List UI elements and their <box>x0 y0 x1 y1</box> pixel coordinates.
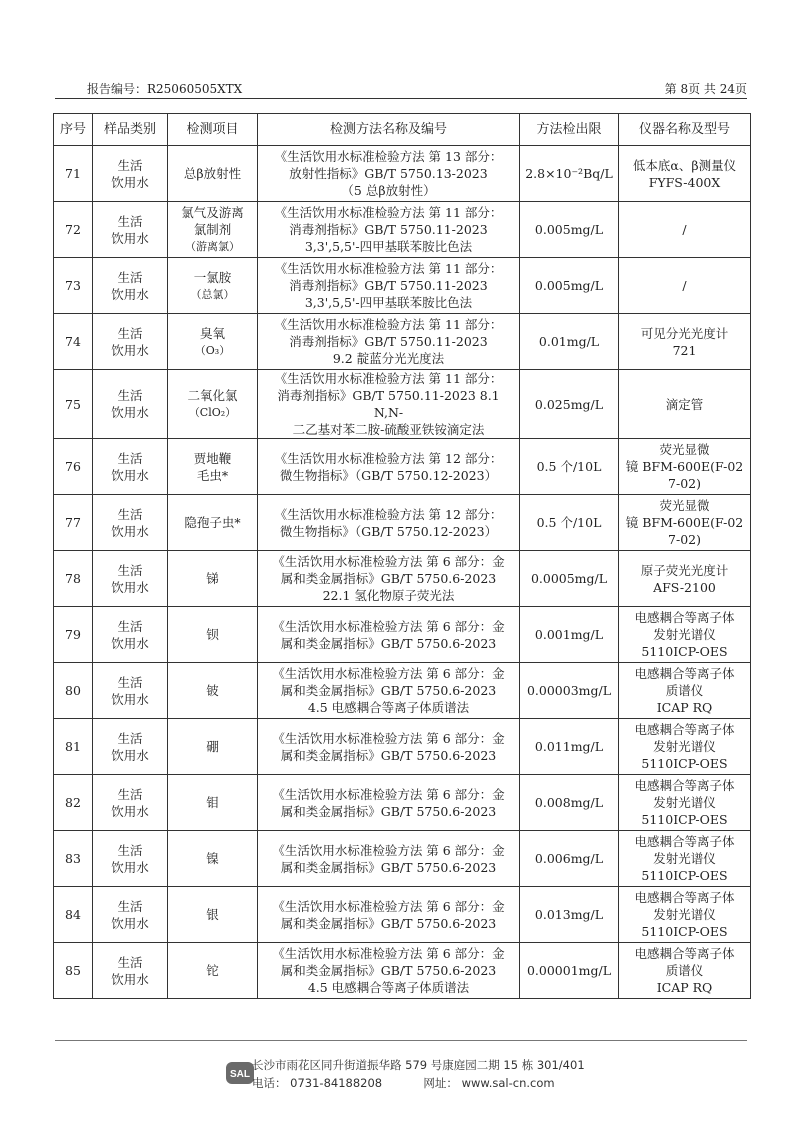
sample-category-line: 生活 <box>117 618 143 634</box>
test-method-line: 消毒剂指标》GB/T 5750.11-2023 8.1 N,N- <box>277 388 500 420</box>
instrument-line: 发射光谱仪 <box>653 907 716 922</box>
row-number-cell: 77 <box>54 495 93 551</box>
test-item-line: 总β放射性 <box>183 166 242 181</box>
instrument-line: 5110ICP-OES <box>641 812 728 827</box>
instrument-cell <box>619 551 751 607</box>
table-row <box>54 607 751 663</box>
instrument-cell <box>619 775 751 831</box>
detection-limit-cell: 0.013mg/L <box>520 887 619 943</box>
sample-category-line: 饮用水 <box>111 635 149 651</box>
sample-category-line: 生活 <box>117 157 143 173</box>
instrument-line: 镜 BFM-600E(F-02 <box>625 515 744 530</box>
test-item-line: （ClO₂） <box>188 406 237 419</box>
test-method-cell <box>258 258 520 314</box>
test-method-line: 消毒剂指标》GB/T 5750.11-2023 <box>289 222 488 237</box>
table-body <box>54 146 751 999</box>
sample-category-line: 饮用水 <box>111 915 149 931</box>
instrument-cell <box>619 887 751 943</box>
instrument-line: 质谱仪 <box>665 963 704 978</box>
test-item-line: 硼 <box>206 739 219 754</box>
test-item-line: （游离氯） <box>185 240 240 253</box>
column-header: 仪器名称及型号 <box>619 114 751 146</box>
sample-category-line: 饮用水 <box>111 342 149 358</box>
instrument-line: 5110ICP-OES <box>641 924 728 939</box>
test-item-cell <box>168 719 258 775</box>
sample-category-line: 生活 <box>117 269 143 285</box>
detection-limit-cell: 0.00003mg/L <box>520 663 619 719</box>
table-row <box>54 831 751 887</box>
table-row <box>54 943 751 999</box>
test-method-cell <box>258 663 520 719</box>
instrument-line: ICAP RQ <box>656 980 713 995</box>
column-header: 方法检出限 <box>520 114 619 146</box>
instrument-line: 电感耦合等离子体 <box>634 610 735 625</box>
report-number: 报告编号：R25060505XTX <box>87 82 243 96</box>
sample-category-line: 饮用水 <box>111 579 149 595</box>
sample-category-cell <box>93 495 168 551</box>
test-item-line: 铊 <box>206 963 219 978</box>
sample-category-cell <box>93 831 168 887</box>
detection-limit-cell: 0.005mg/L <box>520 202 619 258</box>
row-number-cell: 71 <box>54 146 93 202</box>
test-method-line: 消毒剂指标》GB/T 5750.11-2023 <box>289 334 488 349</box>
row-number-cell: 75 <box>54 370 93 439</box>
table-row <box>54 314 751 370</box>
table-row <box>54 439 751 495</box>
column-header: 检测项目 <box>168 114 258 146</box>
test-item-cell <box>168 370 258 439</box>
sample-category-line: 饮用水 <box>111 803 149 819</box>
detection-limit-cell: 0.025mg/L <box>520 370 619 439</box>
test-method-line: 《生活饮用水标准检验方法 第 11 部分： <box>274 261 503 276</box>
test-method-line: 属和类金属指标》GB/T 5750.6-2023 <box>280 683 497 698</box>
instrument-cell <box>619 439 751 495</box>
test-method-line: 放射性指标》GB/T 5750.13-2023 <box>289 166 488 181</box>
row-number-cell: 74 <box>54 314 93 370</box>
test-method-line: 属和类金属指标》GB/T 5750.6-2023 <box>280 859 497 875</box>
test-method-cell <box>258 146 520 202</box>
instrument-line: 7-02) <box>668 532 701 547</box>
test-method-line: 《生活饮用水标准检验方法 第 12 部分： <box>274 506 503 522</box>
sample-category-cell <box>93 314 168 370</box>
row-number-cell: 79 <box>54 607 93 663</box>
test-item-cell <box>168 607 258 663</box>
instrument-cell <box>619 831 751 887</box>
test-item-cell <box>168 663 258 719</box>
instrument-cell <box>619 607 751 663</box>
test-item-cell <box>168 943 258 999</box>
sample-category-line: 饮用水 <box>111 230 149 246</box>
sample-category-line: 饮用水 <box>111 174 149 190</box>
instrument-cell <box>619 314 751 370</box>
test-item-cell <box>168 887 258 943</box>
sample-category-line: 生活 <box>117 562 143 578</box>
detection-limit-cell: 0.01mg/L <box>520 314 619 370</box>
instrument-line: ICAP RQ <box>656 700 713 715</box>
instrument-line: AFS-2100 <box>653 579 716 595</box>
row-number-cell: 84 <box>54 887 93 943</box>
company-address: 长沙市雨花区同升街道振华路 579 号康庭园二期 15 栋 301/401 <box>252 1058 585 1072</box>
test-method-line: 属和类金属指标》GB/T 5750.6-2023 <box>280 571 497 586</box>
test-method-line: 微生物指标》（GB/T 5750.12-2023） <box>279 467 498 483</box>
sample-category-cell <box>93 719 168 775</box>
sample-category-cell <box>93 258 168 314</box>
sample-category-cell <box>93 146 168 202</box>
table-row <box>54 775 751 831</box>
table-header-row <box>54 114 751 146</box>
test-method-cell <box>258 775 520 831</box>
test-method-cell <box>258 719 520 775</box>
instrument-line: 荧光显微 <box>659 498 710 513</box>
sample-category-line: 生活 <box>117 325 143 341</box>
test-method-line: 22.1 氢化物原子荧光法 <box>322 588 455 603</box>
instrument-line: 原子荧光光度计 <box>640 562 729 578</box>
test-method-line: 《生活饮用水标准检验方法 第 6 部分：金 <box>272 554 505 569</box>
header-divider <box>55 98 747 99</box>
test-item-cell <box>168 775 258 831</box>
company-website: 网址： www.sal-cn.com <box>423 1076 555 1090</box>
instrument-line: 质谱仪 <box>665 683 704 698</box>
table-row <box>54 146 751 202</box>
detection-limit-cell: 0.011mg/L <box>520 719 619 775</box>
detection-limit-cell: 0.0005mg/L <box>520 551 619 607</box>
test-item-cell <box>168 314 258 370</box>
row-number-cell: 76 <box>54 439 93 495</box>
table-row <box>54 551 751 607</box>
sample-category-line: 生活 <box>117 213 143 229</box>
test-item-line: 隐孢子虫* <box>184 515 241 530</box>
test-method-line: （5 总β放射性） <box>341 183 436 198</box>
sample-category-line: 生活 <box>117 388 143 403</box>
footer-divider <box>55 1040 747 1041</box>
sal-logo-icon <box>225 1061 255 1085</box>
instrument-line: 电感耦合等离子体 <box>634 666 735 681</box>
logo-text: SAL <box>230 1069 250 1080</box>
instrument-cell <box>619 258 751 314</box>
sample-category-line: 饮用水 <box>111 523 149 539</box>
detection-limit-cell: 2.8×10⁻²Bq/L <box>520 146 619 202</box>
test-method-line: 二乙基对苯二胺-硫酸亚铁铵滴定法 <box>292 422 485 437</box>
instrument-line: 荧光显微 <box>659 442 710 457</box>
test-item-line: 毛虫* <box>196 467 229 483</box>
column-header: 序号 <box>54 114 93 146</box>
results-table <box>53 113 751 999</box>
test-method-line: 《生活饮用水标准检验方法 第 6 部分：金 <box>272 898 505 914</box>
test-item-line: 银 <box>206 907 219 922</box>
test-method-line: 《生活饮用水标准检验方法 第 6 部分：金 <box>272 666 505 681</box>
sample-category-line: 生活 <box>117 954 143 970</box>
page-info: 第 8页 共 24页 <box>664 82 747 96</box>
test-method-line: 4.5 电感耦合等离子体质谱法 <box>307 700 470 715</box>
table-row <box>54 663 751 719</box>
sample-category-cell <box>93 607 168 663</box>
instrument-cell <box>619 663 751 719</box>
instrument-line: 发射光谱仪 <box>653 851 716 866</box>
test-method-line: 《生活饮用水标准检验方法 第 6 部分：金 <box>272 946 505 961</box>
instrument-line: / <box>682 222 687 237</box>
test-method-line: 9.2 靛蓝分光光度法 <box>332 351 445 366</box>
instrument-cell <box>619 370 751 439</box>
instrument-line: 发射光谱仪 <box>653 627 716 642</box>
sample-category-line: 饮用水 <box>111 405 149 420</box>
test-method-cell <box>258 607 520 663</box>
sample-category-line: 饮用水 <box>111 747 149 763</box>
test-method-line: 《生活饮用水标准检验方法 第 6 部分：金 <box>272 786 505 802</box>
detection-limit-cell: 0.5 个/10L <box>520 495 619 551</box>
table-row <box>54 887 751 943</box>
sample-category-line: 饮用水 <box>111 971 149 987</box>
instrument-cell <box>619 943 751 999</box>
instrument-cell <box>619 719 751 775</box>
table-row <box>54 202 751 258</box>
test-item-line: （总氯） <box>190 287 235 301</box>
test-method-line: 《生活饮用水标准检验方法 第 12 部分： <box>274 450 503 466</box>
sample-category-cell <box>93 202 168 258</box>
row-number-cell: 82 <box>54 775 93 831</box>
test-method-cell <box>258 202 520 258</box>
test-item-cell <box>168 551 258 607</box>
test-method-cell <box>258 943 520 999</box>
detection-limit-cell: 0.005mg/L <box>520 258 619 314</box>
test-method-cell <box>258 831 520 887</box>
detection-limit-cell: 0.5 个/10L <box>520 439 619 495</box>
sample-category-line: 饮用水 <box>111 859 149 875</box>
row-number-cell: 72 <box>54 202 93 258</box>
test-method-line: 《生活饮用水标准检验方法 第 11 部分： <box>274 205 503 220</box>
test-method-line: 《生活饮用水标准检验方法 第 13 部分： <box>274 149 503 164</box>
test-method-cell <box>258 887 520 943</box>
test-method-line: 属和类金属指标》GB/T 5750.6-2023 <box>280 635 497 651</box>
company-phone: 电话： 0731-84188208 <box>252 1076 383 1090</box>
test-method-line: 《生活饮用水标准检验方法 第 11 部分： <box>274 317 503 332</box>
test-method-cell <box>258 439 520 495</box>
sample-category-cell <box>93 439 168 495</box>
instrument-line: 发射光谱仪 <box>653 795 716 810</box>
sample-category-line: 饮用水 <box>111 286 149 302</box>
test-item-line: 铍 <box>206 683 219 698</box>
sample-category-cell <box>93 887 168 943</box>
instrument-line: 滴定管 <box>665 396 704 412</box>
row-number-cell: 83 <box>54 831 93 887</box>
detection-limit-cell: 0.00001mg/L <box>520 943 619 999</box>
sample-category-line: 生活 <box>117 898 143 914</box>
table-row <box>54 719 751 775</box>
instrument-line: 电感耦合等离子体 <box>634 834 735 849</box>
sample-category-line: 生活 <box>117 842 143 858</box>
test-item-line: 镍 <box>206 851 219 866</box>
column-header: 样品类别 <box>93 114 168 146</box>
sample-category-line: 生活 <box>117 674 143 690</box>
test-item-line: （O₃） <box>194 343 231 357</box>
test-item-line: 臭氧 <box>199 325 225 341</box>
table-row <box>54 258 751 314</box>
page-header <box>87 80 747 97</box>
instrument-line: 5110ICP-OES <box>641 644 728 659</box>
column-header: 检测方法名称及编号 <box>258 114 520 146</box>
test-method-line: 《生活饮用水标准检验方法 第 6 部分：金 <box>272 730 505 746</box>
test-method-cell <box>258 551 520 607</box>
test-item-cell <box>168 439 258 495</box>
test-item-line: 氯气及游离 <box>181 205 244 220</box>
test-item-line: 二氧化氯 <box>187 388 238 403</box>
test-item-cell <box>168 146 258 202</box>
instrument-line: 低本底α、β测量仪 <box>632 157 737 173</box>
test-item-cell <box>168 495 258 551</box>
sample-category-line: 饮用水 <box>111 691 149 707</box>
sample-category-cell <box>93 551 168 607</box>
sample-category-cell <box>93 663 168 719</box>
instrument-line: FYFS-400X <box>648 174 721 190</box>
test-method-line: 属和类金属指标》GB/T 5750.6-2023 <box>280 803 497 819</box>
instrument-line: 电感耦合等离子体 <box>634 946 735 961</box>
test-item-line: 贾地鞭 <box>193 450 232 466</box>
row-number-cell: 78 <box>54 551 93 607</box>
test-item-cell <box>168 258 258 314</box>
instrument-line: 镜 BFM-600E(F-02 <box>625 459 744 474</box>
sample-category-line: 生活 <box>117 786 143 802</box>
instrument-line: 发射光谱仪 <box>653 739 716 754</box>
row-number-cell: 81 <box>54 719 93 775</box>
test-method-line: 属和类金属指标》GB/T 5750.6-2023 <box>280 915 497 931</box>
instrument-line: 电感耦合等离子体 <box>634 722 735 737</box>
test-method-line: 属和类金属指标》GB/T 5750.6-2023 <box>280 747 497 763</box>
test-method-line: 3,3',5,5'-四甲基联苯胺比色法 <box>304 239 473 254</box>
detection-limit-cell: 0.008mg/L <box>520 775 619 831</box>
row-number-cell: 73 <box>54 258 93 314</box>
detection-limit-cell: 0.006mg/L <box>520 831 619 887</box>
test-method-cell <box>258 314 520 370</box>
test-item-cell <box>168 831 258 887</box>
test-method-line: 属和类金属指标》GB/T 5750.6-2023 <box>280 963 497 978</box>
sample-category-cell <box>93 943 168 999</box>
sample-category-line: 生活 <box>117 506 143 522</box>
test-method-line: 《生活饮用水标准检验方法 第 6 部分：金 <box>272 618 505 634</box>
row-number-cell: 85 <box>54 943 93 999</box>
test-method-cell <box>258 370 520 439</box>
test-item-line: 钡 <box>206 627 219 642</box>
test-item-line: 氯制剂 <box>193 222 232 237</box>
table-row <box>54 495 751 551</box>
instrument-line: 5110ICP-OES <box>641 868 728 883</box>
instrument-line: 电感耦合等离子体 <box>634 778 735 793</box>
sample-category-cell <box>93 370 168 439</box>
company-contact <box>252 1076 559 1090</box>
page-footer <box>252 1056 585 1092</box>
test-item-line: 锑 <box>206 571 219 586</box>
test-item-line: 钼 <box>206 795 219 810</box>
test-method-line: 3,3',5,5'-四甲基联苯胺比色法 <box>304 295 473 310</box>
instrument-cell <box>619 202 751 258</box>
table-row <box>54 370 751 439</box>
test-method-cell <box>258 495 520 551</box>
test-item-line: 一氯胺 <box>193 269 232 285</box>
test-method-line: 《生活饮用水标准检验方法 第 11 部分： <box>274 371 503 386</box>
test-method-line: 消毒剂指标》GB/T 5750.11-2023 <box>289 278 488 293</box>
sample-category-line: 生活 <box>117 450 143 466</box>
instrument-line: 7-02) <box>668 476 701 491</box>
sample-category-line: 饮用水 <box>111 467 149 483</box>
instrument-line: 电感耦合等离子体 <box>634 890 735 905</box>
instrument-cell <box>619 495 751 551</box>
instrument-cell <box>619 146 751 202</box>
row-number-cell: 80 <box>54 663 93 719</box>
instrument-line: 可见分光光度计 <box>640 325 729 341</box>
instrument-line: / <box>682 278 687 293</box>
test-method-line: 4.5 电感耦合等离子体质谱法 <box>307 980 470 995</box>
test-item-cell <box>168 202 258 258</box>
sample-category-cell <box>93 775 168 831</box>
instrument-line: 5110ICP-OES <box>641 756 728 771</box>
instrument-line: 721 <box>672 342 697 358</box>
test-method-line: 《生活饮用水标准检验方法 第 6 部分：金 <box>272 842 505 858</box>
sample-category-line: 生活 <box>117 730 143 746</box>
detection-limit-cell: 0.001mg/L <box>520 607 619 663</box>
test-method-line: 微生物指标》（GB/T 5750.12-2023） <box>279 523 498 539</box>
